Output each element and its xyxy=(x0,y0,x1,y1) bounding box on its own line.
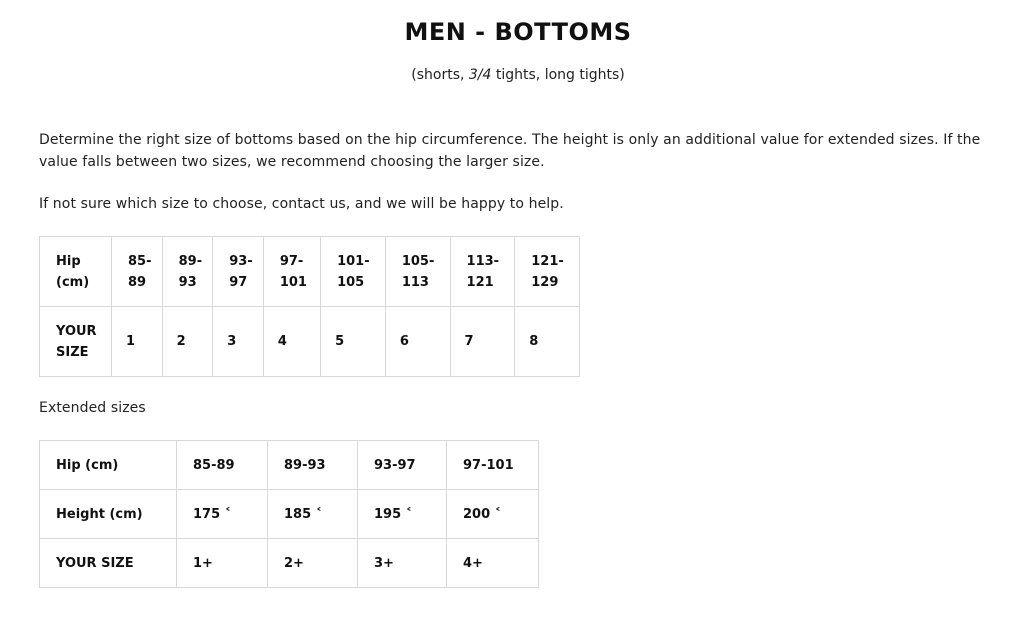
hip-value: 101-105 xyxy=(321,237,386,307)
intro-text: Determine the right size of bottoms based on the hip circumference. The height is only an additional value for extended sizes. If the value falls between two sizes, we recommend choosing the larger size. xyxy=(39,132,981,170)
hip-row xyxy=(40,441,539,490)
subtitle xyxy=(0,67,1020,83)
height-value: 175 ˂ xyxy=(177,490,268,539)
size-value: 4+ xyxy=(447,539,539,588)
size-value: 6 xyxy=(385,307,450,377)
size-row xyxy=(40,307,580,377)
extended-size-table xyxy=(39,440,539,588)
hip-label: Hip (cm) xyxy=(40,441,177,490)
hip-value: 89-93 xyxy=(162,237,213,307)
hip-value: 113-121 xyxy=(450,237,515,307)
hip-value: 85-89 xyxy=(177,441,268,490)
height-value: 195 ˂ xyxy=(358,490,447,539)
size-value: 2+ xyxy=(268,539,358,588)
hip-value: 93-97 xyxy=(358,441,447,490)
hip-value: 97-101 xyxy=(447,441,539,490)
standard-size-table xyxy=(39,236,580,377)
size-value: 5 xyxy=(321,307,386,377)
size-row xyxy=(40,539,539,588)
hip-value: 121-129 xyxy=(515,237,580,307)
size-value: 3 xyxy=(213,307,264,377)
subtitle-suffix: tights, long tights) xyxy=(491,67,625,83)
size-value: 2 xyxy=(162,307,213,377)
hip-value: 105-113 xyxy=(385,237,450,307)
size-value: 3+ xyxy=(358,539,447,588)
hip-value: 89-93 xyxy=(268,441,358,490)
height-row xyxy=(40,490,539,539)
height-label: Height (cm) xyxy=(40,490,177,539)
height-value: 185 ˂ xyxy=(268,490,358,539)
size-value: 7 xyxy=(450,307,515,377)
hip-value: 97-101 xyxy=(263,237,320,307)
hip-row xyxy=(40,237,580,307)
size-value: 1 xyxy=(112,307,163,377)
subtitle-italic: 3/4 xyxy=(468,67,492,83)
hip-value: 85-89 xyxy=(112,237,163,307)
hip-value: 93-97 xyxy=(213,237,264,307)
size-label: YOUR SIZE xyxy=(40,539,177,588)
height-value: 200 ˂ xyxy=(447,490,539,539)
size-label: YOUR SIZE xyxy=(40,307,112,377)
hip-label: Hip (cm) xyxy=(40,237,112,307)
size-value: 8 xyxy=(515,307,580,377)
extended-sizes-label: Extended sizes xyxy=(39,400,146,416)
help-text: If not sure which size to choose, contact us, and we will be happy to help. xyxy=(39,196,564,212)
size-value: 4 xyxy=(263,307,320,377)
subtitle-prefix: (shorts, xyxy=(411,67,469,83)
page-title: MEN - BOTTOMS xyxy=(404,18,632,46)
size-value: 1+ xyxy=(177,539,268,588)
